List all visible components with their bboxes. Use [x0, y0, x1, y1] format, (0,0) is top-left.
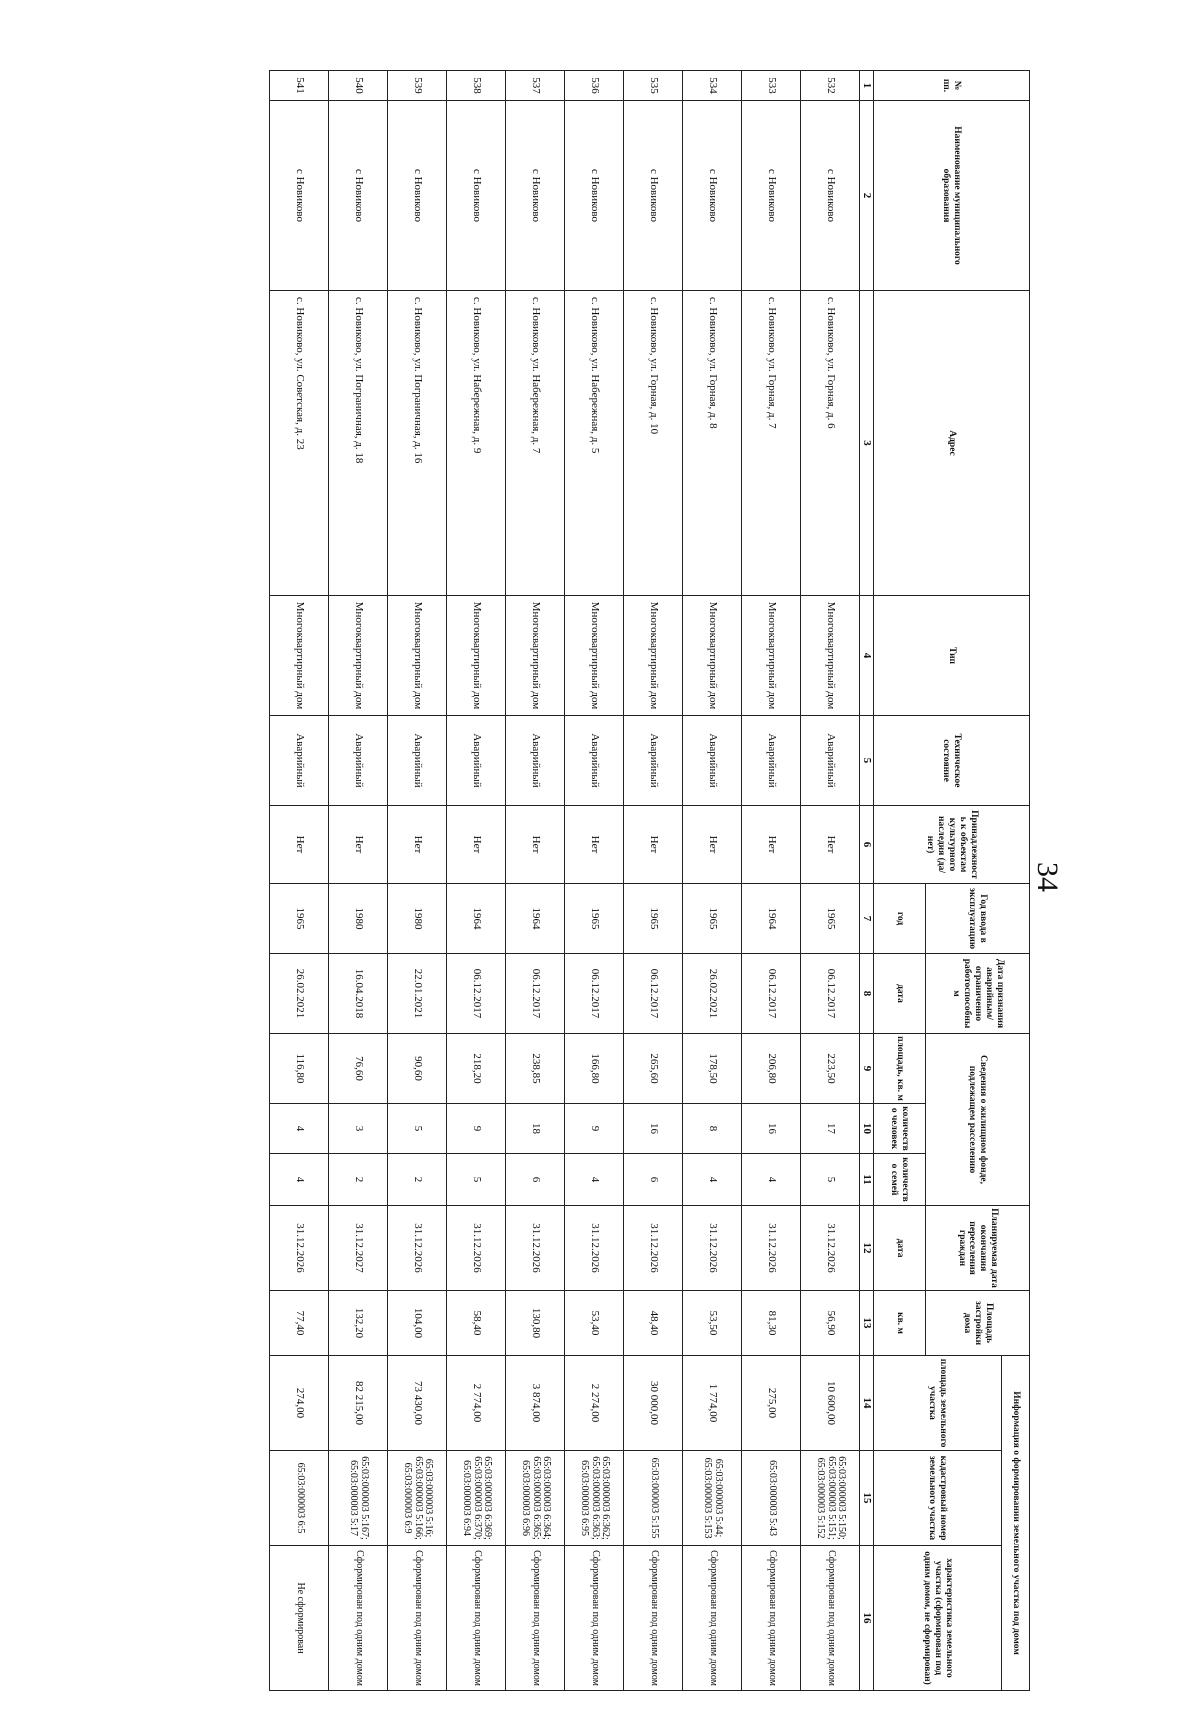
date-cell: 22.01.2021	[388, 954, 447, 1034]
type-cell: Многоквартирный дом	[683, 596, 742, 716]
people-cell: 16	[742, 1104, 801, 1154]
address-cell: с. Новиково, ул. Горная, д. 7	[742, 291, 801, 596]
cadastral-cell: 65:03:000003 5:167; 65:03:000003 5:17	[329, 1451, 388, 1546]
area-cell: 116,80	[270, 1034, 329, 1104]
state-cell: Аварийный	[624, 716, 683, 806]
column-number: 8	[860, 954, 874, 1034]
build-area-cell: 53,50	[683, 1291, 742, 1356]
year-cell: 1980	[388, 884, 447, 954]
families-cell: 5	[447, 1154, 506, 1206]
row-number: 538	[447, 71, 506, 101]
people-cell: 17	[801, 1104, 860, 1154]
header-housing-group: Сведения о жилищном фонде, подлежащем расселению	[926, 1034, 1030, 1206]
municipality-cell: с Новиково	[742, 101, 801, 291]
land-area-cell: 30 000,00	[624, 1356, 683, 1451]
area-cell: 238,85	[506, 1034, 565, 1104]
families-cell: 4	[565, 1154, 624, 1206]
header-date-group: Дата признания аварийным/ограниченно работоспособным	[926, 954, 1030, 1034]
address-cell: с. Новиково, ул. Горная, д. 8	[683, 291, 742, 596]
families-cell: 5	[801, 1154, 860, 1206]
families-cell: 4	[683, 1154, 742, 1206]
people-cell: 16	[624, 1104, 683, 1154]
row-number: 534	[683, 71, 742, 101]
address-cell: с. Новиково, ул. Пограничная, д. 18	[329, 291, 388, 596]
resettle-date-cell: 31.12.2026	[270, 1206, 329, 1291]
date-cell: 06.12.2017	[801, 954, 860, 1034]
state-cell: Аварийный	[447, 716, 506, 806]
header-people: количество человек	[874, 1104, 926, 1154]
header-year: год	[874, 884, 926, 954]
cadastral-cell: 65:03:000003 5:150; 65:03:000003 5:151; 65:03:000003 5:152	[801, 1451, 860, 1546]
families-cell: 4	[742, 1154, 801, 1206]
header-build-area: кв. м	[874, 1291, 926, 1356]
table-row	[447, 71, 506, 1691]
people-cell: 9	[565, 1104, 624, 1154]
table-row	[270, 71, 329, 1691]
state-cell: Аварийный	[565, 716, 624, 806]
land-area-cell: 3 874,00	[506, 1356, 565, 1451]
column-number: 13	[860, 1291, 874, 1356]
header-address: Адрес	[874, 291, 1030, 596]
table-row	[329, 71, 388, 1691]
build-area-cell: 77,40	[270, 1291, 329, 1356]
characteristic-cell: Сформирован под одним домом	[742, 1546, 801, 1691]
header-municipality: Наименование муниципального образования	[874, 101, 1030, 291]
characteristic-cell: Сформирован под одним домом	[388, 1546, 447, 1691]
column-number: 4	[860, 596, 874, 716]
table-row	[388, 71, 447, 1691]
land-area-cell: 73 430,00	[388, 1356, 447, 1451]
row-number: 532	[801, 71, 860, 101]
header-cadastral: кадастровый номер земельного участка	[874, 1451, 1002, 1546]
type-cell: Многоквартирный дом	[447, 596, 506, 716]
heritage-cell: Нет	[447, 806, 506, 884]
type-cell: Многоквартирный дом	[624, 596, 683, 716]
cadastral-cell: 65:03:000003 6:362; 65:03:000003 6:363; 65:03:000003 6:95	[565, 1451, 624, 1546]
header-families: количество семей	[874, 1154, 926, 1206]
page-number: 34	[1031, 862, 1064, 892]
address-cell: с. Новиково, ул. Горная, д. 6	[801, 291, 860, 596]
families-cell: 2	[388, 1154, 447, 1206]
families-cell: 6	[624, 1154, 683, 1206]
type-cell: Многоквартирный дом	[270, 596, 329, 716]
area-cell: 223,50	[801, 1034, 860, 1104]
column-number: 16	[860, 1546, 874, 1691]
row-number: 536	[565, 71, 624, 101]
build-area-cell: 53,40	[565, 1291, 624, 1356]
characteristic-cell: Сформирован под одним домом	[801, 1546, 860, 1691]
date-cell: 26.02.2021	[270, 954, 329, 1034]
cadastral-cell: 65:03:000003 6:364; 65:03:000003 6:365; 65:03:000003 6:96	[506, 1451, 565, 1546]
table-row	[801, 71, 860, 1691]
build-area-cell: 104,00	[388, 1291, 447, 1356]
year-cell: 1964	[447, 884, 506, 954]
type-cell: Многоквартирный дом	[329, 596, 388, 716]
resettle-date-cell: 31.12.2027	[329, 1206, 388, 1291]
date-cell: 16.04.2018	[329, 954, 388, 1034]
column-number: 15	[860, 1451, 874, 1546]
municipality-cell: с Новиково	[565, 101, 624, 291]
column-number: 10	[860, 1104, 874, 1154]
year-cell: 1965	[270, 884, 329, 954]
resettlement-table	[269, 70, 1030, 1691]
state-cell: Аварийный	[270, 716, 329, 806]
characteristic-cell: Сформирован под одним домом	[447, 1546, 506, 1691]
address-cell: с. Новиково, ул. Набережная, д. 9	[447, 291, 506, 596]
characteristic-cell: Сформирован под одним домом	[329, 1546, 388, 1691]
land-area-cell: 1 774,00	[683, 1356, 742, 1451]
type-cell: Многоквартирный дом	[742, 596, 801, 716]
resettle-date-cell: 31.12.2026	[565, 1206, 624, 1291]
build-area-cell: 132,20	[329, 1291, 388, 1356]
people-cell: 5	[388, 1104, 447, 1154]
municipality-cell: с Новиково	[624, 101, 683, 291]
state-cell: Аварийный	[742, 716, 801, 806]
date-cell: 26.02.2021	[683, 954, 742, 1034]
type-cell: Многоквартирный дом	[506, 596, 565, 716]
year-cell: 1964	[742, 884, 801, 954]
build-area-cell: 58,40	[447, 1291, 506, 1356]
column-number: 9	[860, 1034, 874, 1104]
column-number: 3	[860, 291, 874, 596]
column-number: 12	[860, 1206, 874, 1291]
families-cell: 2	[329, 1154, 388, 1206]
state-cell: Аварийный	[388, 716, 447, 806]
table-row	[742, 71, 801, 1691]
table-header	[860, 71, 1030, 1691]
families-cell: 6	[506, 1154, 565, 1206]
header-resettle-date: дата	[874, 1206, 926, 1291]
table-row	[565, 71, 624, 1691]
heritage-cell: Нет	[565, 806, 624, 884]
column-number: 6	[860, 806, 874, 884]
header-land-group: Информация о формировании земельного участка под домом	[1002, 1356, 1030, 1691]
area-cell: 90,60	[388, 1034, 447, 1104]
characteristic-cell: Сформирован под одним домом	[565, 1546, 624, 1691]
table-row	[624, 71, 683, 1691]
area-cell: 218,20	[447, 1034, 506, 1104]
header-land-area: площадь земельного участка	[874, 1356, 1002, 1451]
header-heritage: Принадлежность к объектам культурного наследия (да/нет)	[874, 806, 1030, 884]
municipality-cell: с Новиково	[801, 101, 860, 291]
resettle-date-cell: 31.12.2026	[624, 1206, 683, 1291]
row-number: 535	[624, 71, 683, 101]
people-cell: 18	[506, 1104, 565, 1154]
header-date: дата	[874, 954, 926, 1034]
rotated-table-wrapper	[100, 70, 1030, 1690]
cadastral-cell: 65:03:000003 6:369; 65:03:000003 6:370; 65:03:000003 6:94	[447, 1451, 506, 1546]
row-number: 541	[270, 71, 329, 101]
state-cell: Аварийный	[506, 716, 565, 806]
resettle-date-cell: 31.12.2026	[447, 1206, 506, 1291]
year-cell: 1965	[624, 884, 683, 954]
people-cell: 4	[270, 1104, 329, 1154]
cadastral-cell: 65:03:000003 5:155	[624, 1451, 683, 1546]
type-cell: Многоквартирный дом	[801, 596, 860, 716]
build-area-cell: 130,80	[506, 1291, 565, 1356]
address-cell: с. Новиково, ул. Пограничная, д. 16	[388, 291, 447, 596]
state-cell: Аварийный	[801, 716, 860, 806]
resettle-date-cell: 31.12.2026	[801, 1206, 860, 1291]
address-cell: с. Новиково, ул. Набережная, д. 5	[565, 291, 624, 596]
area-cell: 76,60	[329, 1034, 388, 1104]
municipality-cell: с Новиково	[447, 101, 506, 291]
build-area-cell: 48,40	[624, 1291, 683, 1356]
resettle-date-cell: 31.12.2026	[742, 1206, 801, 1291]
date-cell: 06.12.2017	[742, 954, 801, 1034]
land-area-cell: 82 215,00	[329, 1356, 388, 1451]
date-cell: 06.12.2017	[506, 954, 565, 1034]
characteristic-cell: Сформирован под одним домом	[683, 1546, 742, 1691]
people-cell: 8	[683, 1104, 742, 1154]
people-cell: 9	[447, 1104, 506, 1154]
state-cell: Аварийный	[329, 716, 388, 806]
column-numbers-row	[860, 71, 874, 1691]
column-number: 5	[860, 716, 874, 806]
municipality-cell: с Новиково	[270, 101, 329, 291]
resettle-date-cell: 31.12.2026	[388, 1206, 447, 1291]
date-cell: 06.12.2017	[624, 954, 683, 1034]
column-number: 11	[860, 1154, 874, 1206]
municipality-cell: с Новиково	[506, 101, 565, 291]
land-area-cell: 274,00	[270, 1356, 329, 1451]
header-number: № пп.	[874, 71, 1030, 101]
table-body	[270, 71, 860, 1691]
municipality-cell: с Новиково	[683, 101, 742, 291]
build-area-cell: 56,90	[801, 1291, 860, 1356]
row-number: 537	[506, 71, 565, 101]
header-state: Техническое состояние	[874, 716, 1030, 806]
column-number: 1	[860, 71, 874, 101]
area-cell: 265,60	[624, 1034, 683, 1104]
header-resettle-group: Планируемая дата окончания переселения граждан	[926, 1206, 1030, 1291]
type-cell: Многоквартирный дом	[388, 596, 447, 716]
year-cell: 1964	[506, 884, 565, 954]
heritage-cell: Нет	[506, 806, 565, 884]
address-cell: с. Новиково, ул. Горная, д. 10	[624, 291, 683, 596]
header-type: Тип	[874, 596, 1030, 716]
build-area-cell: 81,30	[742, 1291, 801, 1356]
date-cell: 06.12.2017	[565, 954, 624, 1034]
date-cell: 06.12.2017	[447, 954, 506, 1034]
municipality-cell: с Новиково	[388, 101, 447, 291]
heritage-cell: Нет	[270, 806, 329, 884]
year-cell: 1965	[683, 884, 742, 954]
header-build-group: Площадь застройки дома	[926, 1291, 1030, 1356]
header-characteristic: характеристика земельного участка (сформирован под одним домом, не сформирован)	[874, 1546, 1002, 1691]
heritage-cell: Нет	[624, 806, 683, 884]
table-row	[683, 71, 742, 1691]
characteristic-cell: Не сформирован	[270, 1546, 329, 1691]
cadastral-cell: 65:03:000003 6:5	[270, 1451, 329, 1546]
land-area-cell: 10 600,00	[801, 1356, 860, 1451]
people-cell: 3	[329, 1104, 388, 1154]
table-row	[506, 71, 565, 1691]
land-area-cell: 275,00	[742, 1356, 801, 1451]
heritage-cell: Нет	[388, 806, 447, 884]
heritage-cell: Нет	[329, 806, 388, 884]
row-number: 540	[329, 71, 388, 101]
address-cell: с. Новиково, ул. Набережная, д. 7	[506, 291, 565, 596]
area-cell: 178,50	[683, 1034, 742, 1104]
heritage-cell: Нет	[742, 806, 801, 884]
heritage-cell: Нет	[683, 806, 742, 884]
land-area-cell: 2 774,00	[447, 1356, 506, 1451]
families-cell: 4	[270, 1154, 329, 1206]
municipality-cell: с Новиково	[329, 101, 388, 291]
state-cell: Аварийный	[683, 716, 742, 806]
resettle-date-cell: 31.12.2026	[683, 1206, 742, 1291]
year-cell: 1965	[801, 884, 860, 954]
heritage-cell: Нет	[801, 806, 860, 884]
cadastral-cell: 65:03:000003 5:43	[742, 1451, 801, 1546]
column-number: 2	[860, 101, 874, 291]
characteristic-cell: Сформирован под одним домом	[506, 1546, 565, 1691]
row-number: 533	[742, 71, 801, 101]
year-cell: 1965	[565, 884, 624, 954]
cadastral-cell: 65:03:000003 5:16; 65:03:000003 5:166; 65:03:000003 6:9	[388, 1451, 447, 1546]
column-number: 14	[860, 1356, 874, 1451]
characteristic-cell: Сформирован под одним домом	[624, 1546, 683, 1691]
area-cell: 166,80	[565, 1034, 624, 1104]
year-cell: 1980	[329, 884, 388, 954]
header-area: площадь, кв. м	[874, 1034, 926, 1104]
row-number: 539	[388, 71, 447, 101]
resettle-date-cell: 31.12.2026	[506, 1206, 565, 1291]
cadastral-cell: 65:03:000003 5:44; 65:03:000003 5:153	[683, 1451, 742, 1546]
area-cell: 206,80	[742, 1034, 801, 1104]
type-cell: Многоквартирный дом	[565, 596, 624, 716]
header-year-group: Год ввода в эксплуатацию	[926, 884, 1030, 954]
address-cell: с. Новиково, ул. Советская, д. 23	[270, 291, 329, 596]
land-area-cell: 2 274,00	[565, 1356, 624, 1451]
column-number: 7	[860, 884, 874, 954]
